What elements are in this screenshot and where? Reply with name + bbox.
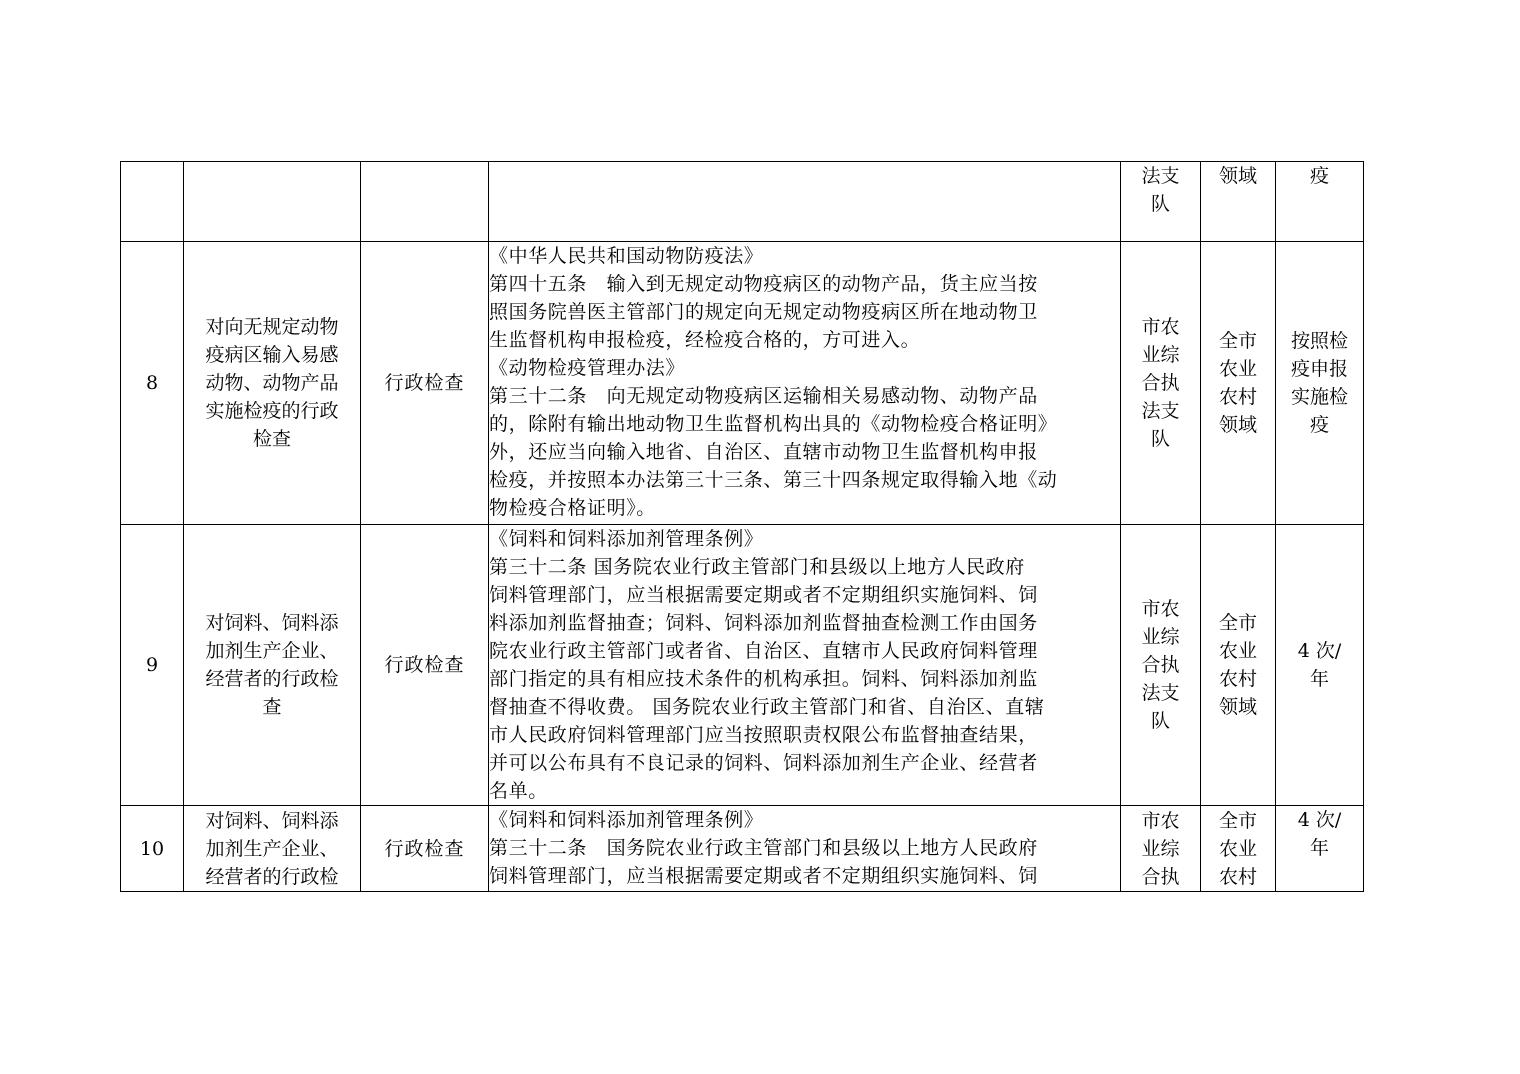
- cell-line: 农村: [1218, 386, 1257, 408]
- cell-line: 农业: [1218, 837, 1257, 860]
- cell-line: 合执: [1141, 865, 1180, 888]
- table-row: [121, 525, 1364, 806]
- cell-line: 按照检: [1290, 330, 1348, 352]
- item-number-cell: 8: [121, 242, 184, 525]
- scope-cell: [1201, 525, 1276, 806]
- cell-line: 4 次/: [1297, 640, 1342, 662]
- cell-line: 疫: [1309, 165, 1329, 187]
- cell-line: 农业: [1218, 640, 1257, 662]
- cell-line: 经营者的行政检: [205, 865, 339, 888]
- scope-cell: [1201, 162, 1276, 242]
- scope-cell: [1201, 806, 1276, 892]
- cell-line: 加剂生产企业、: [205, 640, 339, 662]
- item-name-cell: [184, 525, 361, 806]
- basis-line: 第三十二条 国务院农业行政主管部门和县级以上地方人民政府: [489, 837, 1038, 859]
- basis-line: 《中华人民共和国动物防疫法》: [489, 245, 764, 267]
- enforcement-body-cell: [1121, 242, 1201, 525]
- cell-line: 领域: [1218, 696, 1257, 718]
- cell-line: 队: [1150, 428, 1170, 450]
- cell-line: 加剂生产企业、: [205, 837, 339, 860]
- basis-line: 饲料管理部门，应当根据需要定期或者不定期组织实施饲料、饲: [489, 584, 1038, 606]
- basis-line: 并可以公布具有不良记录的饲料、饲料添加剂生产企业、经营者: [489, 752, 1038, 774]
- legal-basis-cell: [489, 525, 1121, 806]
- cell-line: 对向无规定动物: [205, 316, 339, 338]
- cell-line: 农村: [1218, 865, 1257, 888]
- cell-line: 检查: [252, 428, 291, 450]
- basis-line: 检疫，并按照本办法第三十三条、第三十四条规定取得输入地《动: [489, 469, 1058, 491]
- item-name-cell: [184, 242, 361, 525]
- cell-line: 年: [1309, 668, 1329, 690]
- frequency-cell: [1276, 525, 1364, 806]
- enforcement-body-cell: [1121, 525, 1201, 806]
- cell-line: 合执: [1141, 372, 1180, 394]
- item-name-cell: [184, 806, 361, 892]
- cell-line: 业综: [1141, 837, 1180, 860]
- item-category-cell: 行政检查: [361, 806, 489, 892]
- cell-line: 年: [1309, 837, 1329, 859]
- basis-line: 生监督机构申报检疫，经检疫合格的，方可进入。: [489, 329, 921, 351]
- cell-line: 动物、动物产品: [205, 372, 339, 394]
- cell-line: 全市: [1218, 330, 1257, 352]
- cell-line: 市农: [1141, 598, 1180, 620]
- basis-line: 物检疫合格证明》。: [489, 497, 656, 519]
- cell-line: 疫: [1309, 414, 1329, 436]
- basis-line: 料添加剂监督抽查；饲料、饲料添加剂监督抽查检测工作由国务: [489, 612, 1038, 634]
- cell-line: 疫病区输入易感: [205, 344, 339, 366]
- basis-line: 名单。: [489, 780, 548, 802]
- basis-line: 部门指定的具有相应技术条件的机构承担。饲料、饲料添加剂监: [489, 668, 1038, 690]
- cell-line: 全市: [1218, 612, 1257, 634]
- frequency-cell: [1276, 162, 1364, 242]
- item-number-cell: [121, 162, 184, 242]
- table-row: [121, 242, 1364, 525]
- cell-line: 查: [262, 696, 282, 718]
- basis-line: 第三十二条 向无规定动物疫病区运输相关易感动物、动物产品: [489, 385, 1038, 407]
- basis-line: 第四十五条 输入到无规定动物疫病区的动物产品，货主应当按: [489, 273, 1038, 295]
- cell-line: 领域: [1218, 414, 1257, 436]
- item-number-cell: 10: [121, 806, 184, 892]
- cell-line: 全市: [1218, 809, 1257, 832]
- frequency-cell: [1276, 806, 1364, 892]
- basis-line: 市人民政府饲料管理部门应当按照职责权限公布监督抽查结果，: [489, 724, 1038, 746]
- basis-line: 照国务院兽医主管部门的规定向无规定动物疫病区所在地动物卫: [489, 301, 1038, 323]
- basis-line: 饲料管理部门，应当根据需要定期或者不定期组织实施饲料、饲: [489, 865, 1038, 887]
- cell-line: 农业: [1218, 358, 1257, 380]
- basis-line: 《饲料和饲料添加剂管理条例》: [489, 809, 764, 831]
- cell-line: 实施检疫的行政: [205, 400, 339, 422]
- cell-line: 业综: [1141, 626, 1180, 648]
- enforcement-items-table: [120, 161, 1364, 892]
- cell-line: 业综: [1141, 344, 1180, 366]
- enforcement-body-cell: [1121, 162, 1201, 242]
- cell-line: 领域: [1218, 165, 1257, 187]
- legal-basis-cell: [489, 806, 1121, 892]
- cell-line: 经营者的行政检: [205, 668, 339, 690]
- cell-line: 法支: [1141, 682, 1180, 704]
- legal-basis-cell: [489, 162, 1121, 242]
- cell-line: 疫申报: [1290, 358, 1348, 380]
- cell-line: 对饲料、饲料添: [205, 809, 339, 832]
- basis-line: 《饲料和饲料添加剂管理条例》: [489, 528, 764, 550]
- cell-line: 农村: [1218, 668, 1257, 690]
- cell-line: 法支: [1141, 400, 1180, 422]
- basis-line: 院农业行政主管部门或者省、自治区、直辖市人民政府饲料管理: [489, 640, 1038, 662]
- cell-line: 队: [1150, 193, 1170, 215]
- cell-line: 市农: [1141, 316, 1180, 338]
- cell-line: 实施检: [1290, 386, 1348, 408]
- item-category-cell: 行政检查: [361, 525, 489, 806]
- item-category-cell: 行政检查: [361, 242, 489, 525]
- cell-line: 对饲料、饲料添: [205, 612, 339, 634]
- scope-cell: [1201, 242, 1276, 525]
- cell-line: 市农: [1141, 809, 1180, 832]
- cell-line: 合执: [1141, 654, 1180, 676]
- basis-line: 的，除附有输出地动物卫生监督机构出具的《动物检疫合格证明》: [489, 413, 1058, 435]
- item-category-cell: [361, 162, 489, 242]
- table-row: [121, 162, 1364, 242]
- basis-line: 《动物检疫管理办法》: [489, 357, 686, 379]
- frequency-cell: [1276, 242, 1364, 525]
- basis-line: 第三十二条 国务院农业行政主管部门和县级以上地方人民政府: [489, 556, 1025, 578]
- table-body: [121, 162, 1364, 892]
- table-row: [121, 806, 1364, 892]
- cell-line: 4 次/: [1297, 809, 1342, 831]
- basis-line: 督抽查不得收费。 国务院农业行政主管部门和省、自治区、直辖: [489, 696, 1045, 718]
- legal-basis-cell: [489, 242, 1121, 525]
- enforcement-body-cell: [1121, 806, 1201, 892]
- cell-line: 法支: [1141, 165, 1180, 187]
- basis-line: 外，还应当向输入地省、自治区、直辖市动物卫生监督机构申报: [489, 441, 1038, 463]
- item-name-cell: [184, 162, 361, 242]
- item-number-cell: 9: [121, 525, 184, 806]
- cell-line: 队: [1150, 710, 1170, 732]
